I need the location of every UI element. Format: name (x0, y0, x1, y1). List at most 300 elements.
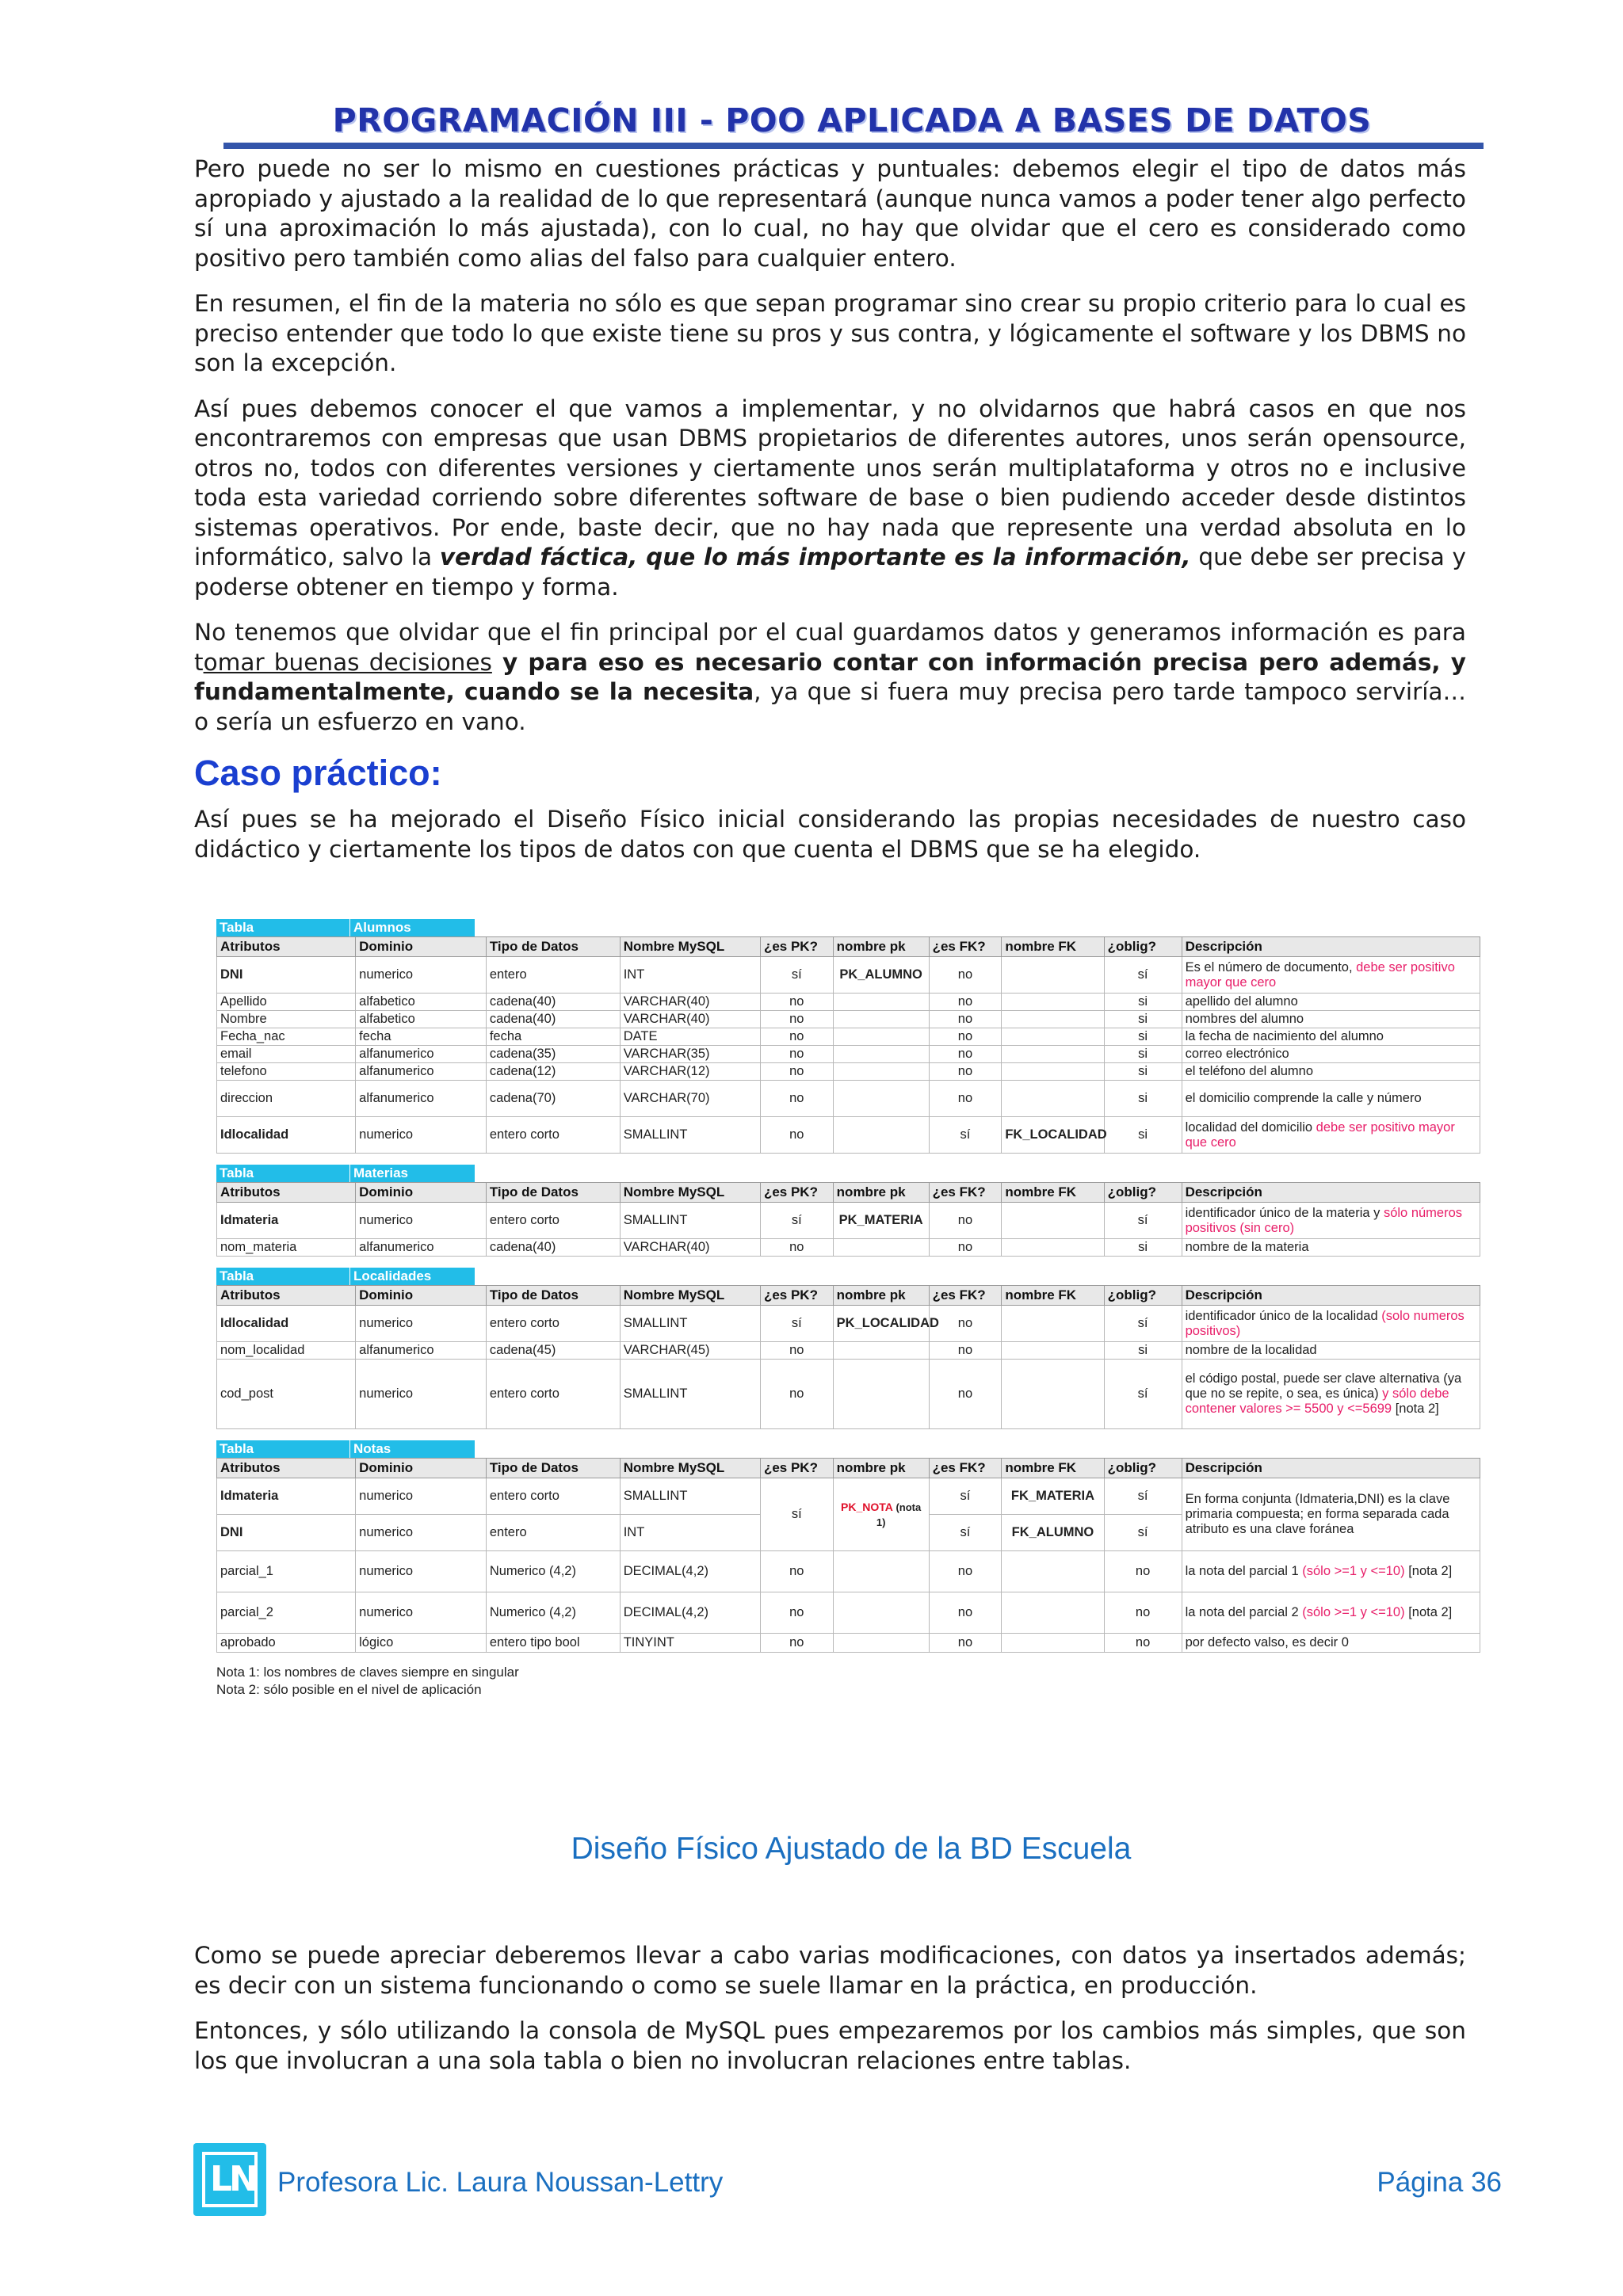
cell-atributo: aprobado (217, 1634, 356, 1653)
desc-text: apellido del alumno (1185, 994, 1298, 1009)
desc-highlight: (sólo >=1 y <=10) (1302, 1605, 1405, 1619)
header-row (217, 1459, 1480, 1478)
column-header: ¿es FK? (929, 1183, 1002, 1203)
cell-pk-name: PK_MATERIA (833, 1203, 929, 1239)
cell-es-fk: no (929, 1063, 1002, 1081)
cell-pk-name (833, 1081, 929, 1117)
cell-dominio: numerico (356, 1203, 487, 1239)
desc-text: correo electrónico (1185, 1047, 1289, 1061)
paragraph-2: En resumen, el fin de la materia no sólo es que sepan programar sino crear su propio criterio para lo cual es preciso entender que todo lo que existe tiene su pros y sus contra, y lógicamente el software y los DBMS no son la excepción. (194, 290, 1466, 376)
cell-oblig: si (1104, 1239, 1182, 1257)
cell-oblig: si (1104, 1081, 1182, 1117)
cell-descripcion (1182, 1081, 1480, 1117)
paragraph-1: Pero puede no ser lo mismo en cuestiones prácticas y puntuales: debemos elegir el tipo de datos más apropiado y ajustado a la realidad de lo que representará (aunque nunca vamos a poder tener algo perfecto sí una aproximación lo más ajustada), con lo cual, no hay que olvidar que el cero es considerado como positivo pero también como alias del falso para cualquier entero. (194, 155, 1466, 272)
cell-es-fk: no (929, 1028, 1002, 1046)
cell-es-pk: no (760, 1046, 833, 1063)
cell-oblig: si (1104, 1063, 1182, 1081)
desc-text: el domicilio comprende la calle y número (1185, 1091, 1422, 1105)
cell-descripcion (1182, 1342, 1480, 1360)
column-header: Tipo de Datos (486, 1183, 620, 1203)
cell-tipo: entero corto (486, 1203, 620, 1239)
header-row (217, 1183, 1480, 1203)
cell-dominio: numerico (356, 1592, 487, 1634)
cell-atributo: nom_localidad (217, 1342, 356, 1360)
column-header: Descripción (1182, 1286, 1480, 1306)
cell-pk-name (833, 1634, 929, 1653)
table-label: Tabla (216, 1165, 349, 1182)
cell-atributo: cod_post (217, 1360, 356, 1429)
schema-table (216, 1458, 1480, 1653)
cell-oblig: sí (1104, 1203, 1182, 1239)
cell-fk-name (1002, 1634, 1104, 1653)
table-row (217, 1011, 1480, 1028)
cell-fk-name (1002, 1342, 1104, 1360)
desc-text: el teléfono del alumno (1185, 1064, 1314, 1078)
table-row (217, 1203, 1480, 1239)
schema-table (216, 1285, 1480, 1429)
cell-atributo: Idmateria (217, 1203, 356, 1239)
cell-descripcion (1182, 1011, 1480, 1028)
cell-pk-name (833, 1028, 929, 1046)
column-header: ¿es FK? (929, 1286, 1002, 1306)
cell-oblig: no (1104, 1592, 1182, 1634)
body-text-2 (194, 1941, 1466, 2092)
cell-descripcion (1182, 957, 1480, 994)
cell-tipo: fecha (486, 1028, 620, 1046)
desc-text: la nota del parcial 2 (1185, 1605, 1303, 1619)
cell-atributo: Fecha_nac (217, 1028, 356, 1046)
cell-descripcion (1182, 1063, 1480, 1081)
cell-dominio: numerico (356, 1360, 487, 1429)
cell-oblig: no (1104, 1634, 1182, 1653)
column-header: nombre pk (833, 1183, 929, 1203)
paragraph-4-bold: y para eso es necesario contar con información precisa pero además, y fundamentalmente, cuando se la necesita (194, 648, 1466, 705)
cell-mysql: VARCHAR(40) (620, 1011, 760, 1028)
table-label: Tabla (216, 1268, 349, 1285)
cell-dominio: fecha (356, 1028, 487, 1046)
table-name: Localidades (349, 1268, 475, 1285)
table-row (217, 994, 1480, 1011)
cell-fk-name (1002, 1081, 1104, 1117)
cell-fk-name: FK_MATERIA (1002, 1478, 1104, 1515)
cell-tipo: cadena(12) (486, 1063, 620, 1081)
cell-tipo: entero corto (486, 1478, 620, 1515)
column-header: ¿es PK? (760, 1183, 833, 1203)
table-row (217, 1063, 1480, 1081)
cell-tipo: entero corto (486, 1306, 620, 1342)
cell-descripcion (1182, 1046, 1480, 1063)
cell-oblig: si (1104, 1117, 1182, 1154)
cell-pk-name (833, 1046, 929, 1063)
paragraph-4-underline: omar buenas decisiones (203, 648, 492, 676)
cell-oblig: sí (1104, 1478, 1182, 1515)
table-materias (216, 1165, 1480, 1257)
footer-page-number: Página 36 (1377, 2167, 1502, 2198)
column-header: Atributos (217, 1459, 356, 1478)
paragraph-3-end: que debe ser precisa y poderse obtener en tiempo y forma. (194, 543, 1466, 601)
cell-dominio: numerico (356, 957, 487, 994)
cell-pk-name (833, 1592, 929, 1634)
cell-es-pk: no (760, 1117, 833, 1154)
column-header: Nombre MySQL (620, 1286, 760, 1306)
cell-tipo: cadena(40) (486, 1011, 620, 1028)
column-header: Dominio (356, 1459, 487, 1478)
cell-es-fk: no (929, 1011, 1002, 1028)
cell-descripcion (1182, 1551, 1480, 1592)
cell-pk-name (833, 1360, 929, 1429)
cell-tipo: Numerico (4,2) (486, 1551, 620, 1592)
figure-caption: Diseño Físico Ajustado de la BD Escuela (571, 1832, 1132, 1866)
cell-es-pk: no (760, 994, 833, 1011)
header-title: PROGRAMACIÓN III - POO APLICADA A BASES DE DATOS (332, 101, 1372, 139)
schema-table (216, 936, 1480, 1154)
cell-pk-name (833, 1063, 929, 1081)
cell-fk-name (1002, 1063, 1104, 1081)
column-header: Dominio (356, 1286, 487, 1306)
logo-letters: LN (210, 2159, 255, 2199)
cell-atributo: DNI (217, 957, 356, 994)
column-header: Nombre MySQL (620, 1459, 760, 1478)
cell-dominio: numerico (356, 1551, 487, 1592)
cell-es-pk: sí (760, 1478, 833, 1551)
cell-tipo: cadena(70) (486, 1081, 620, 1117)
cell-descripcion (1182, 1592, 1480, 1634)
table-row (217, 1478, 1480, 1515)
table-row (217, 1239, 1480, 1257)
cell-pk-name (833, 1011, 929, 1028)
cell-es-pk: no (760, 1081, 833, 1117)
column-header: nombre pk (833, 937, 929, 957)
cell-es-pk: no (760, 1634, 833, 1653)
cell-es-fk: sí (929, 1117, 1002, 1154)
paragraph-7: Entonces, y sólo utilizando la consola de MySQL pues empezaremos por los cambios más simples, que son los que involucran a una sola tabla o bien no involucran relaciones entre tablas. (194, 2017, 1466, 2074)
cell-oblig: si (1104, 994, 1182, 1011)
cell-descripcion: En forma conjunta (Idmateria,DNI) es la clave primaria compuesta; en forma separada cada atributo es una clave foránea (1182, 1478, 1480, 1551)
desc-text: por defecto valso, es decir 0 (1185, 1635, 1349, 1650)
table-row (217, 1117, 1480, 1154)
cell-dominio: alfabetico (356, 994, 487, 1011)
cell-es-fk: no (929, 1551, 1002, 1592)
column-header: Dominio (356, 1183, 487, 1203)
column-header: Tipo de Datos (486, 937, 620, 957)
table-label: Tabla (216, 1440, 349, 1458)
cell-dominio: numerico (356, 1306, 487, 1342)
author-logo (193, 2143, 266, 2216)
cell-es-pk: sí (760, 1306, 833, 1342)
pk-name-text: PK_NOTA (841, 1500, 893, 1513)
cell-pk-name (833, 1551, 929, 1592)
table-name: Materias (349, 1165, 475, 1182)
desc-highlight: (solo numeros positivos) (1185, 1308, 1465, 1338)
cell-tipo: cadena(40) (486, 994, 620, 1011)
desc-text: identificador único de la materia y (1185, 1205, 1384, 1220)
cell-es-fk: sí (929, 1515, 1002, 1551)
column-header: ¿es PK? (760, 1459, 833, 1478)
table-row (217, 1046, 1480, 1063)
column-header: Atributos (217, 1286, 356, 1306)
pk-name-note: (nota 1) (876, 1501, 922, 1528)
cell-dominio: numerico (356, 1478, 487, 1515)
cell-fk-name: FK_LOCALIDAD (1002, 1117, 1104, 1154)
cell-tipo: entero corto (486, 1360, 620, 1429)
paragraph-3 (194, 395, 1466, 603)
desc-highlight: (sólo >=1 y <=10) (1302, 1564, 1405, 1578)
desc-note: [nota 2] (1392, 1402, 1439, 1416)
schema-notes (216, 1664, 1480, 1699)
cell-dominio: lógico (356, 1634, 487, 1653)
cell-dominio: alfanumerico (356, 1342, 487, 1360)
cell-dominio: numerico (356, 1117, 487, 1154)
column-header: Nombre MySQL (620, 937, 760, 957)
schema-table (216, 1182, 1480, 1257)
cell-es-pk: no (760, 1342, 833, 1360)
paragraph-4 (194, 618, 1466, 737)
paragraph-5: Así pues se ha mejorado el Diseño Físico inicial considerando las propias necesidades de nuestro caso didáctico y ciertamente los tipos de datos con que cuenta el DBMS que se ha elegido. (194, 806, 1466, 863)
cell-fk-name (1002, 1203, 1104, 1239)
cell-fk-name (1002, 1592, 1104, 1634)
cell-mysql: INT (620, 1515, 760, 1551)
cell-es-pk: no (760, 1028, 833, 1046)
cell-es-pk: sí (760, 1203, 833, 1239)
cell-atributo: Idlocalidad (217, 1306, 356, 1342)
desc-text: Es el número de documento, (1185, 959, 1357, 974)
column-header: ¿es FK? (929, 1459, 1002, 1478)
cell-fk-name (1002, 994, 1104, 1011)
paragraph-3-text: Así pues debemos conocer el que vamos a implementar, y no olvidarnos que habrá casos en que nos encontraremos con empresas que usan DBMS propietarios de diferentes autores, unos serán opensource, otros no, todos con diferentes versiones y ciertamente unos serán multiplataforma y otros no e inclusive toda esta variedad corriendo sobre diferentes software de base o bien pudiendo acceder desde distintos sistemas operativos. Por ende, baste decir, que no hay nada que represente una verdad absoluta en lo informático, salvo la (194, 395, 1466, 570)
cell-descripcion (1182, 1028, 1480, 1046)
desc-highlight: debe ser positivo mayor que cero (1185, 1119, 1455, 1150)
desc-highlight: sólo números positivos (sin cero) (1185, 1205, 1463, 1235)
cell-mysql: SMALLINT (620, 1203, 760, 1239)
cell-descripcion (1182, 1117, 1480, 1154)
header-row (217, 937, 1480, 957)
desc-note: [nota 2] (1404, 1605, 1453, 1619)
cell-fk-name (1002, 1360, 1104, 1429)
paragraph-4-end: , ya que si fuera muy precisa pero tarde tampoco serviría… o sería un esfuerzo en vano. (194, 678, 1467, 735)
table-notas (216, 1440, 1480, 1653)
cell-atributo: parcial_1 (217, 1551, 356, 1592)
table-alumnos (216, 919, 1480, 1154)
column-header: ¿oblig? (1104, 1459, 1182, 1478)
cell-fk-name (1002, 1011, 1104, 1028)
column-header: nombre FK (1002, 1286, 1104, 1306)
cell-oblig: sí (1104, 1306, 1182, 1342)
cell-mysql: SMALLINT (620, 1306, 760, 1342)
cell-descripcion (1182, 1306, 1480, 1342)
table-row (217, 1634, 1480, 1653)
column-header: nombre FK (1002, 937, 1104, 957)
cell-mysql: DECIMAL(4,2) (620, 1592, 760, 1634)
schema-figure (216, 919, 1480, 1699)
desc-highlight: debe ser positivo mayor que cero (1185, 959, 1455, 990)
table-row (217, 1306, 1480, 1342)
table-name: Alumnos (349, 919, 475, 936)
cell-mysql: TINYINT (620, 1634, 760, 1653)
cell-tipo: Numerico (4,2) (486, 1592, 620, 1634)
desc-text: identificador único de la localidad (1185, 1308, 1382, 1323)
paragraph-3-emphasis: verdad fáctica, que lo más importante es la información, (439, 543, 1191, 570)
cell-oblig: si (1104, 1028, 1182, 1046)
column-header: nombre pk (833, 1286, 929, 1306)
cell-pk-name (833, 994, 929, 1011)
cell-pk-name (833, 1239, 929, 1257)
cell-fk-name (1002, 957, 1104, 994)
cell-es-fk: sí (929, 1478, 1002, 1515)
cell-tipo: entero (486, 957, 620, 994)
column-header: nombre FK (1002, 1183, 1104, 1203)
column-header: Descripción (1182, 937, 1480, 957)
cell-mysql: VARCHAR(40) (620, 994, 760, 1011)
cell-es-pk: no (760, 1551, 833, 1592)
column-header: ¿es PK? (760, 937, 833, 957)
column-header: ¿oblig? (1104, 1183, 1182, 1203)
page-header (222, 101, 1482, 139)
cell-es-fk: no (929, 1592, 1002, 1634)
table-localidades (216, 1268, 1480, 1429)
table-row (217, 957, 1480, 994)
footer-author: Profesora Lic. Laura Noussan-Lettry (277, 2167, 724, 2198)
column-header: ¿oblig? (1104, 1286, 1182, 1306)
desc-highlight: y sólo debe contener valores >= 5500 y <=5699 (1185, 1386, 1449, 1416)
cell-oblig: sí (1104, 1360, 1182, 1429)
column-header: Descripción (1182, 1459, 1480, 1478)
cell-es-fk: no (929, 1239, 1002, 1257)
cell-tipo: entero corto (486, 1117, 620, 1154)
column-header: Nombre MySQL (620, 1183, 760, 1203)
table-row (217, 1081, 1480, 1117)
cell-mysql: VARCHAR(35) (620, 1046, 760, 1063)
cell-descripcion (1182, 1239, 1480, 1257)
cell-es-fk: no (929, 1203, 1002, 1239)
cell-es-pk: no (760, 1360, 833, 1429)
cell-atributo: Idmateria (217, 1478, 356, 1515)
cell-atributo: Apellido (217, 994, 356, 1011)
cell-es-fk: no (929, 957, 1002, 994)
cell-dominio: alfanumerico (356, 1239, 487, 1257)
cell-dominio: alfanumerico (356, 1046, 487, 1063)
cell-dominio: alfanumerico (356, 1081, 487, 1117)
cell-oblig: no (1104, 1551, 1182, 1592)
cell-pk-name (833, 1117, 929, 1154)
header-rule (223, 143, 1484, 149)
cell-es-fk: no (929, 1046, 1002, 1063)
desc-text: nombre de la materia (1185, 1240, 1309, 1254)
cell-mysql: DATE (620, 1028, 760, 1046)
cell-es-pk: sí (760, 957, 833, 994)
cell-fk-name: FK_ALUMNO (1002, 1515, 1104, 1551)
cell-atributo: nom_materia (217, 1239, 356, 1257)
cell-atributo: Nombre (217, 1011, 356, 1028)
cell-atributo: direccion (217, 1081, 356, 1117)
column-header: Tipo de Datos (486, 1459, 620, 1478)
cell-tipo: entero (486, 1515, 620, 1551)
cell-es-pk: no (760, 1592, 833, 1634)
paragraph-4-text: No tenemos que olvidar que el fin principal por el cual guardamos datos y generamos información es para t (194, 619, 1466, 676)
cell-pk-name (833, 1478, 929, 1551)
header-row (217, 1286, 1480, 1306)
column-header: nombre FK (1002, 1459, 1104, 1478)
note-2: Nota 2: sólo posible en el nivel de aplicación (216, 1682, 482, 1697)
desc-text: localidad del domicilio (1185, 1119, 1316, 1135)
column-header: ¿es PK? (760, 1286, 833, 1306)
cell-atributo: parcial_2 (217, 1592, 356, 1634)
column-header: Descripción (1182, 1183, 1480, 1203)
cell-descripcion (1182, 1634, 1480, 1653)
cell-fk-name (1002, 1551, 1104, 1592)
cell-dominio: alfabetico (356, 1011, 487, 1028)
body-text (194, 154, 1466, 880)
desc-note: [nota 2] (1404, 1564, 1453, 1578)
cell-atributo: telefono (217, 1063, 356, 1081)
table-row (217, 1028, 1480, 1046)
cell-oblig: sí (1104, 1515, 1182, 1551)
cell-pk-name: PK_ALUMNO (833, 957, 929, 994)
cell-mysql: SMALLINT (620, 1117, 760, 1154)
cell-oblig: si (1104, 1342, 1182, 1360)
cell-fk-name (1002, 1028, 1104, 1046)
column-header: ¿oblig? (1104, 937, 1182, 957)
column-header: Tipo de Datos (486, 1286, 620, 1306)
cell-pk-name: PK_LOCALIDAD (833, 1306, 929, 1342)
cell-descripcion (1182, 1203, 1480, 1239)
cell-es-pk: no (760, 1063, 833, 1081)
cell-es-fk: no (929, 994, 1002, 1011)
cell-descripcion (1182, 994, 1480, 1011)
cell-tipo: cadena(45) (486, 1342, 620, 1360)
table-row (217, 1360, 1480, 1429)
column-header: Atributos (217, 937, 356, 957)
cell-atributo: Idlocalidad (217, 1117, 356, 1154)
desc-text: la fecha de nacimiento del alumno (1185, 1029, 1384, 1043)
cell-oblig: si (1104, 1011, 1182, 1028)
cell-descripcion (1182, 1360, 1480, 1429)
cell-mysql: VARCHAR(70) (620, 1081, 760, 1117)
desc-text: nombres del alumno (1185, 1012, 1304, 1026)
cell-es-fk: no (929, 1081, 1002, 1117)
cell-mysql: SMALLINT (620, 1478, 760, 1515)
cell-dominio: numerico (356, 1515, 487, 1551)
cell-oblig: si (1104, 1046, 1182, 1063)
table-row (217, 1592, 1480, 1634)
table-name: Notas (349, 1440, 475, 1458)
desc-text: el código postal, puede ser clave alternativa (ya que no se repite, o sea, es única) (1185, 1371, 1462, 1401)
cell-es-fk: no (929, 1360, 1002, 1429)
cell-pk-name (833, 1342, 929, 1360)
cell-fk-name (1002, 1306, 1104, 1342)
cell-es-pk: no (760, 1011, 833, 1028)
desc-text: nombre de la localidad (1185, 1343, 1317, 1357)
cell-mysql: INT (620, 957, 760, 994)
table-label: Tabla (216, 919, 349, 936)
table-row (217, 1342, 1480, 1360)
desc-text: la nota del parcial 1 (1185, 1564, 1303, 1578)
cell-es-fk: no (929, 1342, 1002, 1360)
paragraph-6: Como se puede apreciar deberemos llevar a cabo varias modificaciones, con datos ya insertados además; es decir con un sistema funcionando o como se suele llamar en la práctica, en producción. (194, 1942, 1466, 1999)
cell-mysql: SMALLINT (620, 1360, 760, 1429)
cell-fk-name (1002, 1046, 1104, 1063)
column-header: Dominio (356, 937, 487, 957)
table-row (217, 1551, 1480, 1592)
cell-tipo: cadena(40) (486, 1239, 620, 1257)
cell-oblig: sí (1104, 957, 1182, 994)
cell-tipo: entero tipo bool (486, 1634, 620, 1653)
cell-tipo: cadena(35) (486, 1046, 620, 1063)
cell-mysql: VARCHAR(40) (620, 1239, 760, 1257)
section-title: Caso práctico: (194, 753, 442, 793)
cell-mysql: VARCHAR(45) (620, 1342, 760, 1360)
cell-es-fk: no (929, 1634, 1002, 1653)
cell-mysql: DECIMAL(4,2) (620, 1551, 760, 1592)
